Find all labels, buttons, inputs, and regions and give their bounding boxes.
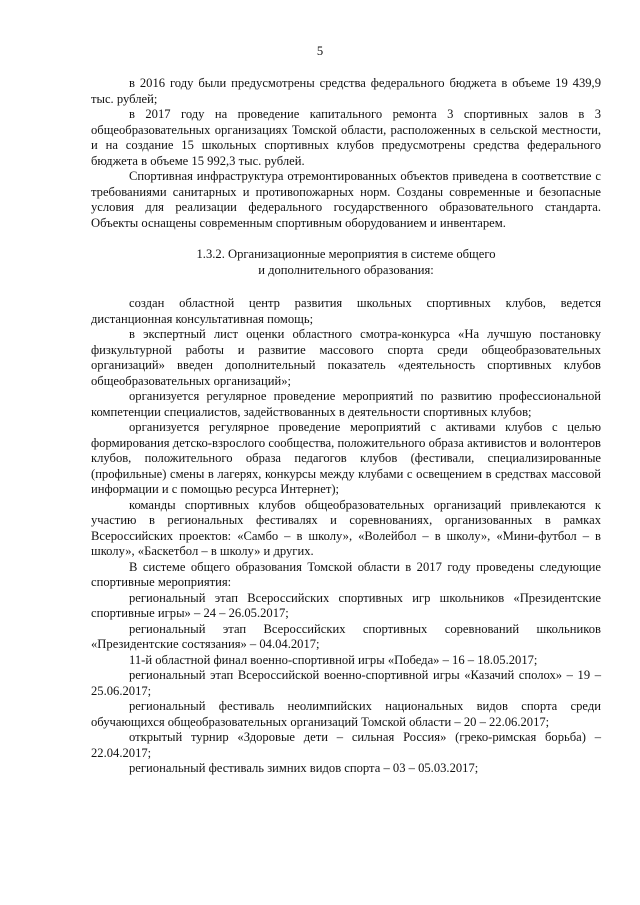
document-body	[91, 76, 601, 777]
paragraph: Спортивная инфраструктура отремонтированных объектов приведена в соответствие с требованиями санитарных и противопожарных норм. Созданы современные и безопасные условия для реализации федерального государственного образовательного стандарта. Объекты оснащены современным спортивным оборудованием и инвентарем.	[91, 169, 601, 230]
list-item: региональный этап Всероссийских спортивных игр школьников «Президентские спортивные игры» – 24 – 26.05.2017;	[91, 590, 601, 620]
paragraph: организуется регулярное проведение мероприятий с активами клубов с целью формирования детско-взрослого сообщества, положительного образа активистов и волонтеров клубов, положительного образа педагогов клубов (фестивали, специализированные (профильные) смены в лагерях, конкурсы между клубами с освещением в средствах массовой информации и с помощью ресурса Интернет);	[91, 420, 601, 496]
paragraph: создан областной центр развития школьных спортивных клубов, ведется дистанционная консультативная помощь;	[91, 296, 601, 326]
paragraph: в 2017 году на проведение капитального ремонта 3 спортивных залов в 3 общеобразовательных организациях Томской области, расположенных в сельской местности, и на создание 15 школьных спортивных клубов предусмотрены средства федерального бюджета в объеме 15 992,3 тыс. рублей.	[91, 107, 601, 168]
list-item: региональный фестиваль зимних видов спорта – 03 – 05.03.2017;	[129, 761, 479, 775]
section-heading-line: 1.3.2. Организационные мероприятия в системе общего	[196, 247, 496, 261]
section-heading-line: и дополнительного образования:	[258, 262, 434, 277]
page-number: 5	[316, 44, 324, 58]
paragraph: организуется регулярное проведение мероприятий по развитию профессиональной компетенции специалистов, задействованных в деятельности спортивных клубов;	[91, 389, 601, 419]
section-heading	[91, 247, 601, 278]
paragraph: в экспертный лист оценки областного смотра-конкурса «На лучшую постановку физкультурной работы и развитие массового спорта среди общеобразовательных организаций» введен дополнительный показатель «деятельность спортивных клубов общеобразовательных организаций»;	[91, 327, 601, 388]
list-item: региональный фестиваль неолимпийских национальных видов спорта среди обучающихся общеобразовательных организаций Томской области – 20 – 22.06.2017;	[91, 699, 601, 729]
list-item: открытый турнир «Здоровые дети – сильная Россия» (греко-римская борьба) – 22.04.2017;	[91, 730, 601, 760]
paragraph: в 2016 году были предусмотрены средства федерального бюджета в объеме 19 439,9 тыс. рублей;	[91, 76, 601, 106]
paragraph: команды спортивных клубов общеобразовательных организаций привлекаются к участию в региональных фестивалях и соревнованиях, организованных в рамках Всероссийских проектов: «Самбо – в школу», «Волейбол – в школу», «Мини-футбол – в школу», «Баскетбол – в школу» и других.	[91, 497, 601, 558]
paragraph: В системе общего образования Томской области в 2017 году проведены следующие спортивные мероприятия:	[91, 559, 601, 589]
list-item: региональный этап Всероссийской военно-спортивной игры «Казачий сполох» – 19 – 25.06.2017;	[91, 668, 601, 698]
list-item: 11-й областной финал военно-спортивной игры «Победа» – 16 – 18.05.2017;	[129, 652, 538, 667]
list-item: региональный этап Всероссийских спортивных соревнований школьников «Президентские состязания» – 04.04.2017;	[91, 621, 601, 651]
